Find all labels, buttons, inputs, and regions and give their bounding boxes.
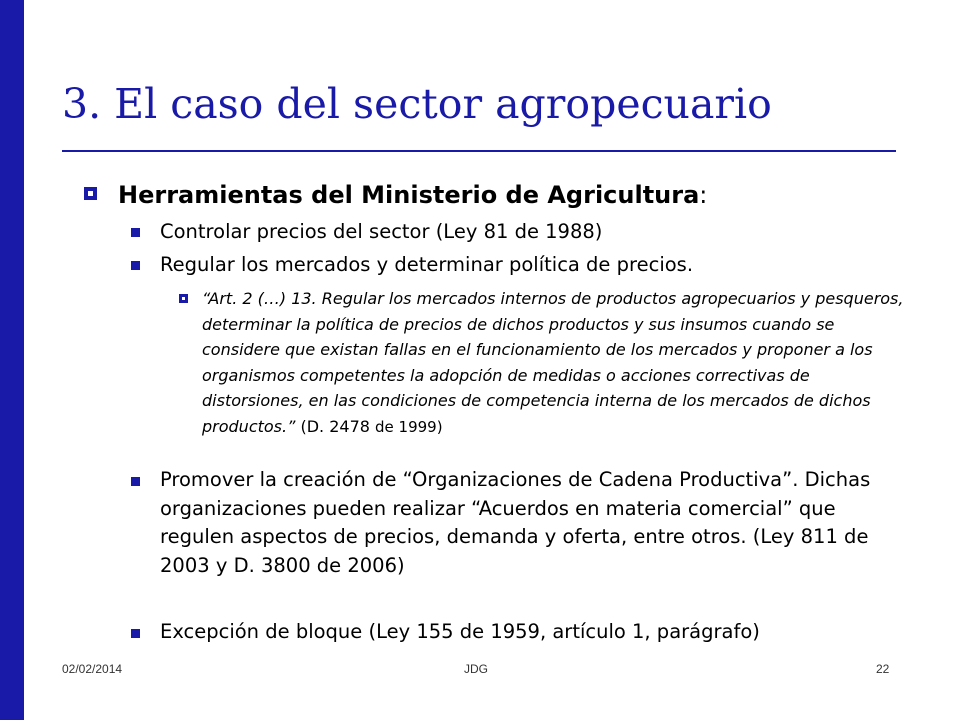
sub-bullet-text: Promover la creación de “Organizaciones de Cadena Productiva”. Dichas organizaciones pueden realizar “Acuerdos en materia comercial” que regulen aspectos de precios, demanda y oferta, entre otros. (Ley 811 de 2003 y D. 3800 de 2006) [160, 468, 871, 577]
footer-date: 02/02/2014 [62, 662, 123, 676]
main-bullet-text [118, 179, 707, 211]
quoted-article-text [202, 286, 914, 440]
square-bullet-icon [131, 261, 140, 270]
main-bullet-label: Herramientas del Ministerio de Agricultura [118, 181, 700, 209]
hollow-square-bullet-icon [179, 294, 188, 303]
sub-bullet-text: Excepción de bloque (Ley 155 de 1959, artículo 1, parágrafo) [160, 620, 760, 643]
slide-title: 3. El caso del sector agropecuario [62, 80, 772, 128]
sub-bullet-text: Controlar precios del sector (Ley 81 de 1988) [160, 220, 603, 243]
footer-page-number: 22 [876, 662, 890, 676]
main-bullet-colon: : [699, 181, 708, 209]
sub-bullet [131, 466, 886, 580]
sub-bullet [131, 218, 911, 247]
title-underline [62, 150, 896, 152]
hollow-square-bullet-icon [84, 187, 97, 200]
footer-author: JDG [464, 662, 488, 676]
sub-bullet [131, 618, 911, 647]
square-bullet-icon [131, 477, 140, 486]
left-accent-bar [0, 0, 24, 720]
decree-citation-year: de 1999) [375, 417, 443, 436]
quoted-article [179, 286, 914, 440]
decree-citation: (D. 2478 [300, 416, 370, 436]
square-bullet-icon [131, 629, 140, 638]
sub-bullet-text: Regular los mercados y determinar política de precios. [160, 253, 694, 276]
article-quote: “Art. 2 (…) 13. Regular los mercados internos de productos agropecuarios y pesqueros, determinar la política de precios de dichos productos y sus insumos cuando se considere que existan fallas en el funcionamiento de los mercados y proponer a los organismos competentes la adopción de medidas o acciones correctivas de distorsiones, en las condiciones de competencia interna de los mercados de dichos productos.” [202, 289, 904, 436]
sub-bullet [131, 251, 911, 280]
main-bullet [84, 179, 707, 211]
square-bullet-icon [131, 228, 140, 237]
